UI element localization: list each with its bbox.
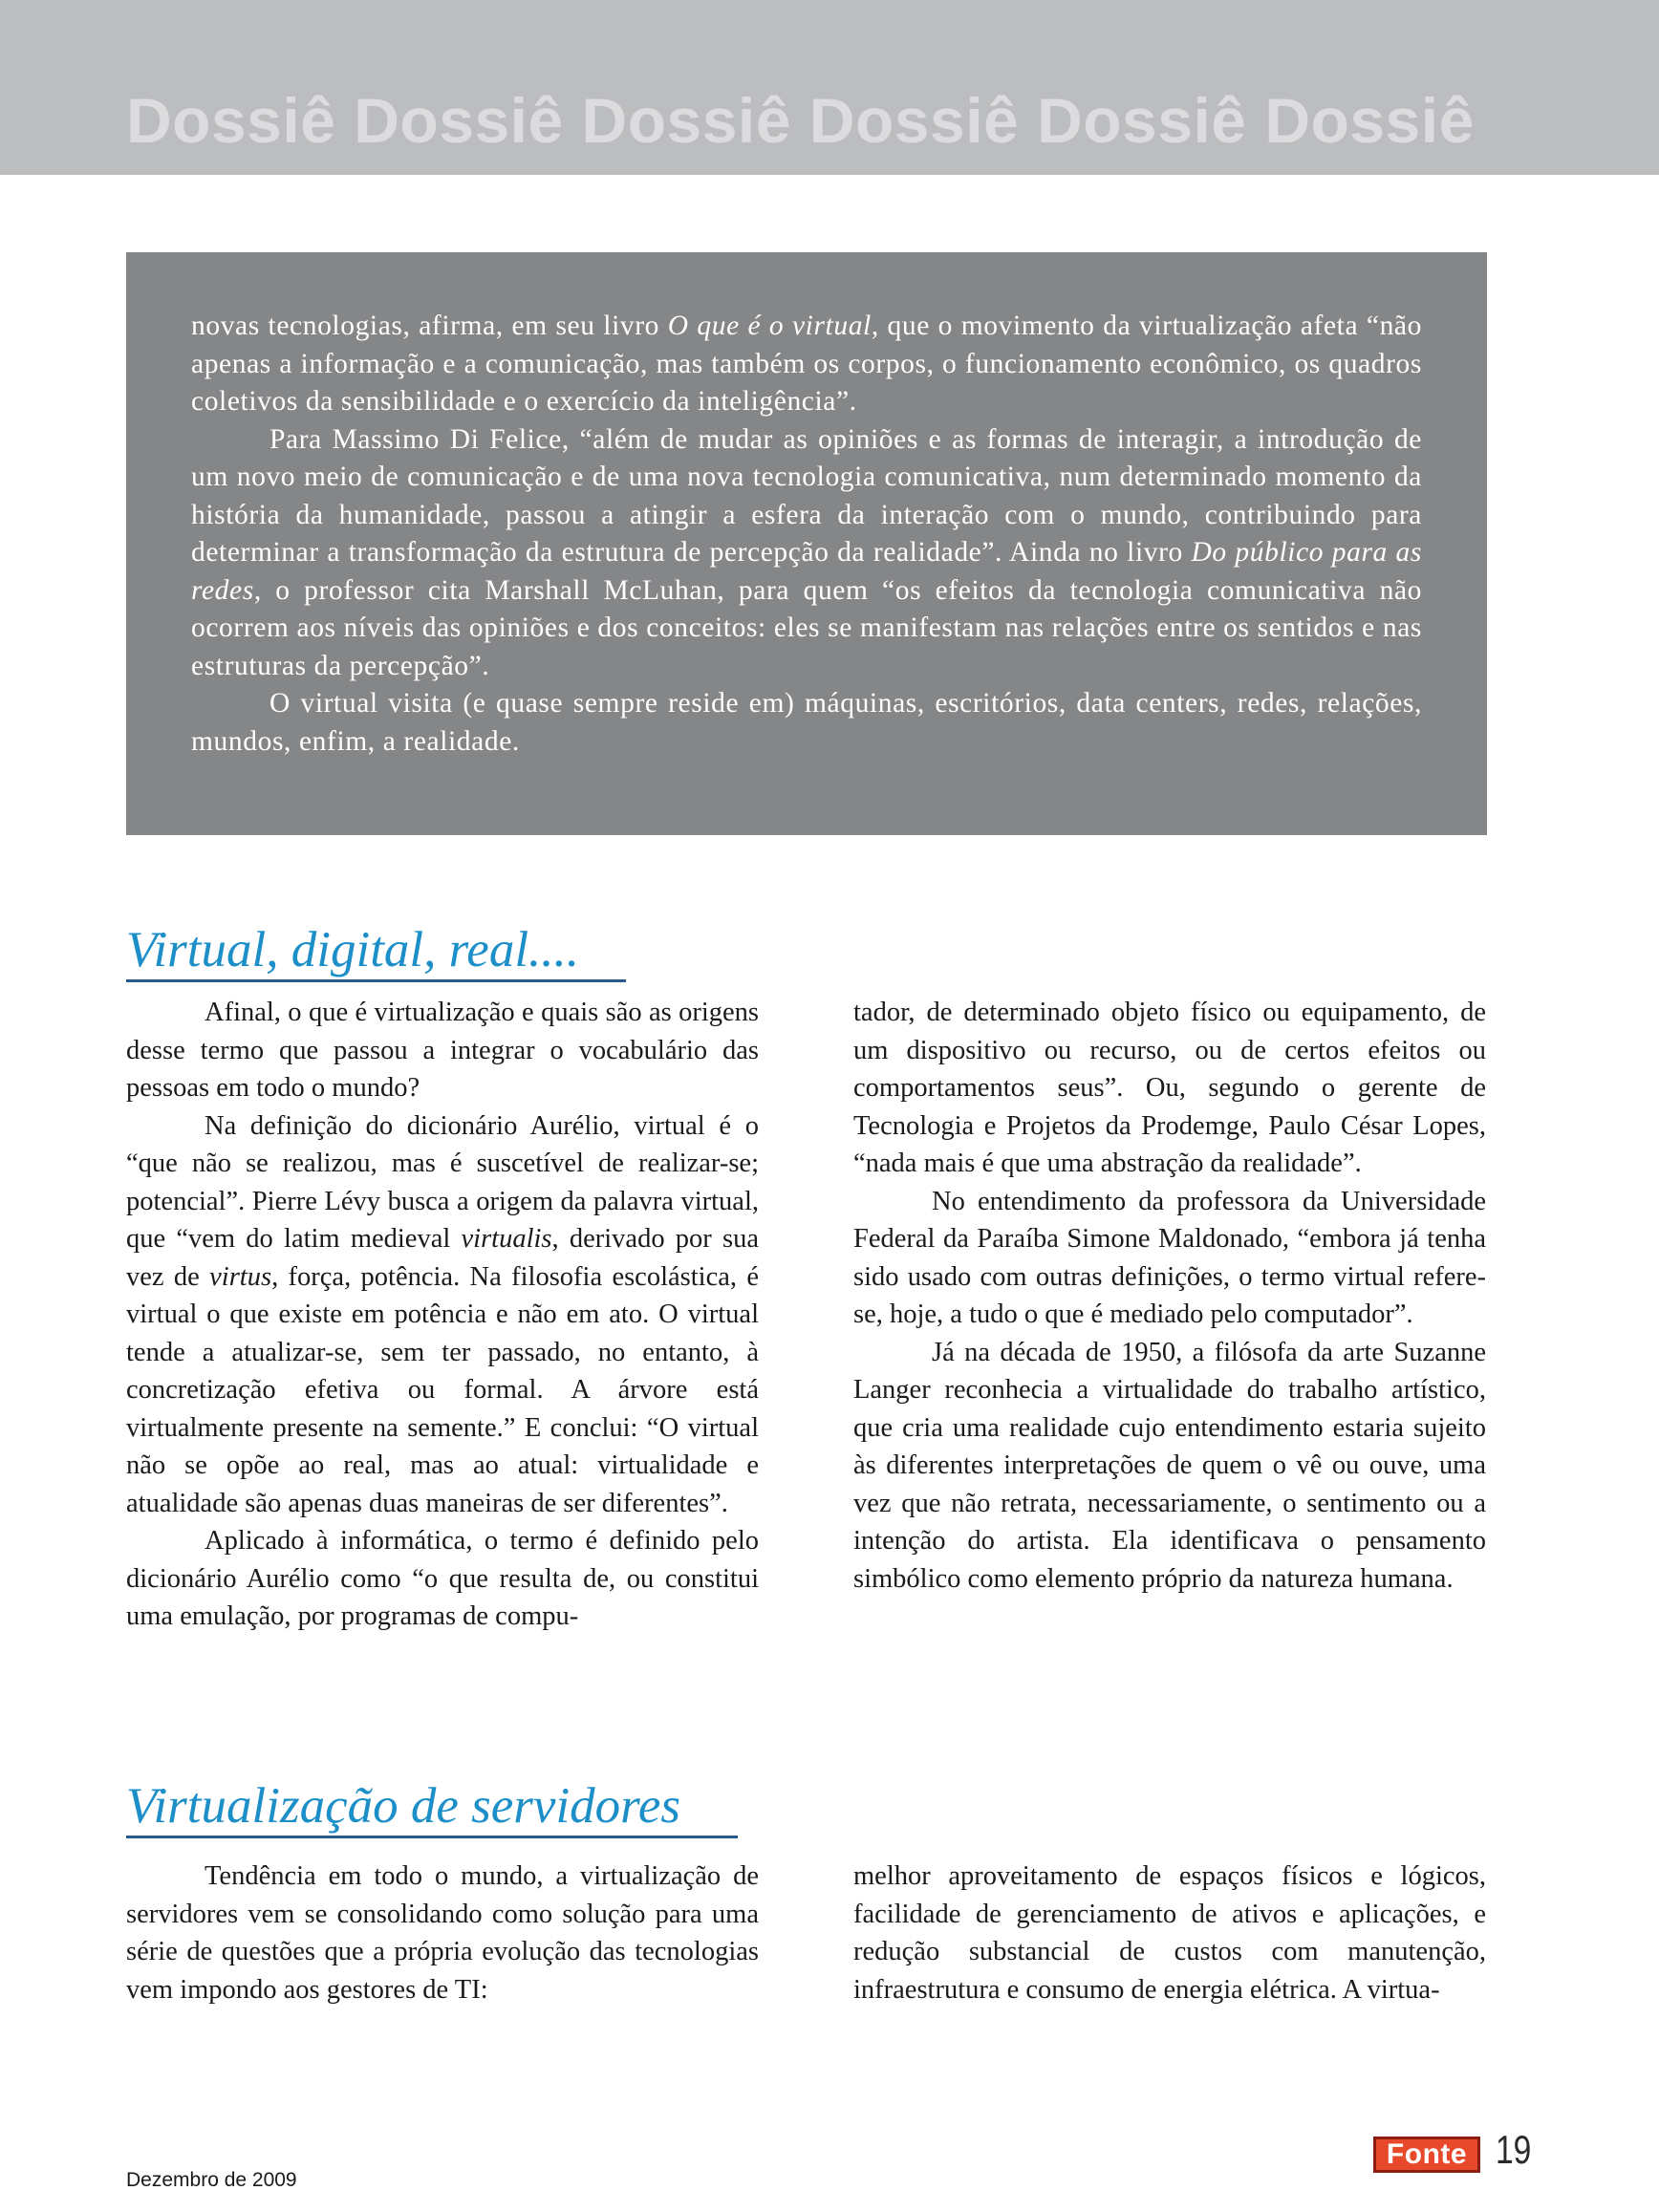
book-title: Do público para as redes [191,537,1422,606]
boxout-text: novas tecnologias, afirma, em seu livro [191,311,668,341]
paragraph: Afinal, o que é virtualização e quais são as origens desse termo que passou a integrar o vocabulário das pessoas em todo o mundo? [126,998,759,1103]
latin-term: virtualis [461,1224,552,1254]
header-title: Dossiê Dossiê Dossiê Dossiê Dossiê Dossiê [126,85,1475,156]
section-title-virtualizacao-de-servidores: Virtualização de servidores [126,1778,680,1834]
paragraph [126,1107,759,1523]
paragraph-text: , força, potência. Na filosofia escolástica, é virtual o que existe em potência e não em ato. O virtual tende a atualizar-se, sem ter passado, no entanto, à concretização efetiva ou formal. A árvore está virtualmente presente na semente.” E conclui: “O virtual não se opõe ao real, mas ao atual: virtualidade e atualidade são apenas duas maneiras de ser diferentes”. [126,1261,759,1518]
section2-left-column [126,1858,759,2008]
boxout-text: , que o movimento da virtualização afeta “não apenas a informação e a comunicação, mas também os corpos, o funcionamento econômico, os quadros coletivos da sensibilidade e o exercício da inteligência”. [191,311,1422,417]
boxout-text: Para Massimo Di Felice, “além de mudar as opiniões e as formas de interagir, a introdução de um novo meio de comunicação e de uma nova tecnologia comunicativa, num determinado momento da história da humanidade, passou a atingir a esfera da interação com o mundo, contribuindo para determinar a transformação da estrutura de percepção da realidade”. Ainda no livro [191,423,1422,568]
brand-logo-text: Fonte [1386,2138,1468,2170]
section-title-virtual-digital-real: Virtual, digital, real.... [126,922,580,977]
boxout-paragraph [191,421,1422,686]
paragraph: No entendimento da professora da Universidade Federal da Paraíba Simone Maldonado, “embora já tenha sido usado com outras definições, o termo virtual refere-se, hoje, a tudo o que é mediado pelo computador”. [853,1186,1486,1329]
boxout-paragraph [191,308,1422,421]
book-title: O que é o virtual [667,311,872,341]
footer-date: Dezembro de 2009 [126,2169,297,2191]
latin-term: virtus [209,1261,272,1292]
paragraph: Tendência em todo o mundo, a virtualização de servidores vem se consolidando como solução para uma série de questões que a própria evolução das tecnologias vem impondo aos gestores de TI: [126,1861,759,2005]
boxout-paragraph: O virtual visita (e quase sempre reside em) máquinas, escritórios, data centers, redes, relações, mundos, enfim, a realidade. [191,688,1422,757]
boxout-panel [126,252,1487,835]
page-number: 19 [1496,2127,1532,2172]
section1-left-column [126,994,759,1636]
paragraph: melhor aproveitamento de espaços físicos e lógicos, facilidade de gerenciamento de ativos e aplicações, e redução substancial de custos com manutenção, infraestrutura e consumo de energia elétrica. A virtua- [853,1861,1486,2005]
header-band [0,0,1659,175]
paragraph: tador, de determinado objeto físico ou equipamento, de um dispositivo ou recurso, ou de certos efeitos ou comportamentos seus”. Ou, segundo o gerente de Tecnologia e Projetos da Prodemge, Paulo César Lopes, “nada mais é que uma abstração da realidade”. [853,998,1486,1178]
section-rule [126,1836,738,1838]
boxout-text: , o professor cita Marshall McLuhan, para quem “os efeitos da tecnologia comunicativa não ocorrem aos níveis das opiniões e dos conceitos: eles se manifestam nas relações entre os sentidos e nas estruturas da percepção”. [191,574,1422,681]
brand-logo [1373,2137,1480,2173]
section-rule [126,979,626,982]
paragraph: Já na década de 1950, a filósofa da arte Suzanne Langer reconhecia a virtualidade do trabalho artístico, que cria uma realidade cujo entendimento estaria sujeito às diferentes interpretações de quem o vê ou ouve, uma vez que não retrata, necessariamente, o sentimento ou a intenção do artista. Ela identificava o pensamento simbólico como elemento próprio da natureza humana. [853,1337,1486,1594]
paragraph: Aplicado à informática, o termo é definido pelo dicionário Aurélio como “o que resulta de, ou constitui uma emulação, por programas de compu- [126,1526,759,1631]
paragraph-text: Na definição do dicionário Aurélio, virtual é o “que não se realizou, mas é suscetível de realizar-se; potencial”. Pierre Lévy busca a origem da palavra virtual, que “vem do latim medieval [126,1110,759,1254]
section2-right-column [853,1858,1486,2008]
paragraph-text: , derivado por sua vez de [126,1224,759,1292]
section1-right-column [853,994,1486,1598]
